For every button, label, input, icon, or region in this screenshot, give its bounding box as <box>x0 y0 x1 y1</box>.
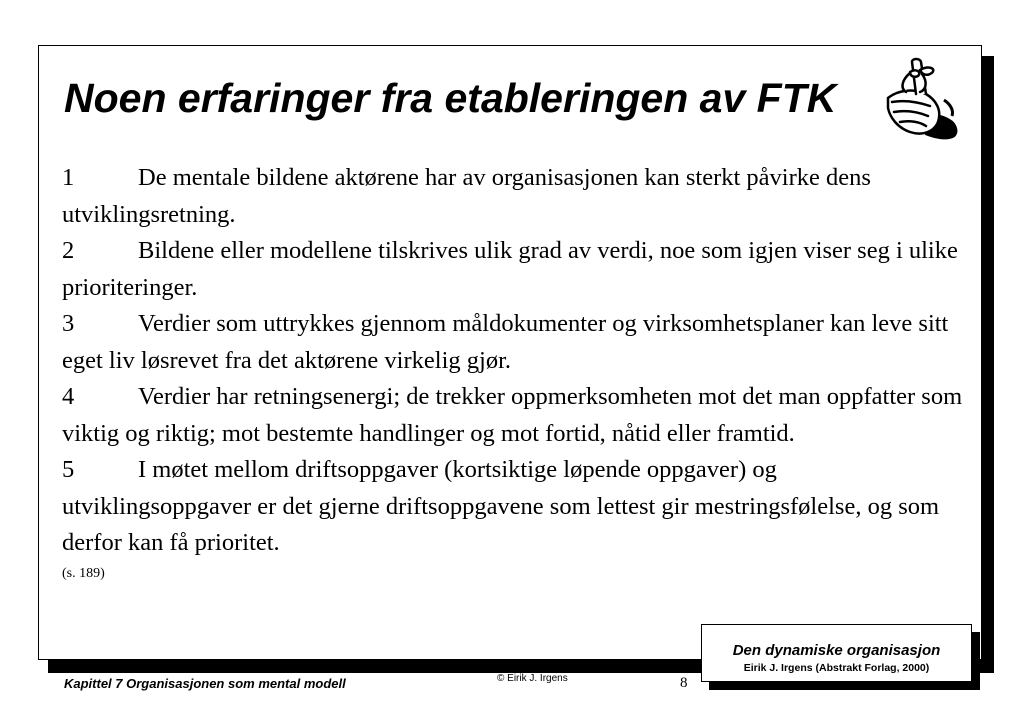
footer-chapter: Kapittel 7 Organisasjonen som mental modell <box>64 676 346 691</box>
item-number: 4 <box>62 383 75 410</box>
book-reference-box <box>701 624 972 682</box>
list-item <box>62 452 972 562</box>
list-item <box>62 160 972 233</box>
pointing-hand-with-string-icon <box>880 56 964 142</box>
item-text: Bildene eller modellene tilskrives ulik grad av verdi, noe som igjen viser seg i ulike prioriteringer. <box>62 237 958 301</box>
item-number: 1 <box>62 164 75 191</box>
body-text <box>62 160 972 584</box>
item-text: De mentale bildene aktørene har av organisasjonen kan sterkt påvirke dens utviklingsretning. <box>62 164 871 228</box>
list-item <box>62 306 972 379</box>
item-text: Verdier har retningsenergi; de trekker oppmerksomheten mot det man oppfatter som viktig og riktig; mot bestemte handlinger og mot fortid, nåtid eller framtid. <box>62 383 963 447</box>
item-text: I møtet mellom driftsoppgaver (kortsiktige løpende oppgaver) og utviklingsoppgaver er det gjerne driftsoppgavene som lettest gir mestringsfølelse, og som derfor kan få prioritet. <box>62 456 940 556</box>
item-number: 2 <box>62 237 75 264</box>
slide-title: Noen erfaringer fra etableringen av FTK <box>64 75 837 121</box>
book-title: Den dynamiske organisasjon <box>732 642 941 659</box>
item-number: 3 <box>62 310 75 337</box>
item-number: 5 <box>62 456 75 483</box>
book-author: Eirik J. Irgens (Abstrakt Forlag, 2000) <box>743 662 930 674</box>
citation: (s. 189) <box>62 565 105 581</box>
page-number: 8 <box>680 675 688 691</box>
item-text: Verdier som uttrykkes gjennom måldokumenter og virksomhetsplaner kan leve sitt eget liv løsrevet fra det aktørene virkelig gjør. <box>62 310 949 374</box>
list-item <box>62 379 972 452</box>
footer-copyright: © Eirik J. Irgens <box>497 673 568 684</box>
list-item <box>62 233 972 306</box>
